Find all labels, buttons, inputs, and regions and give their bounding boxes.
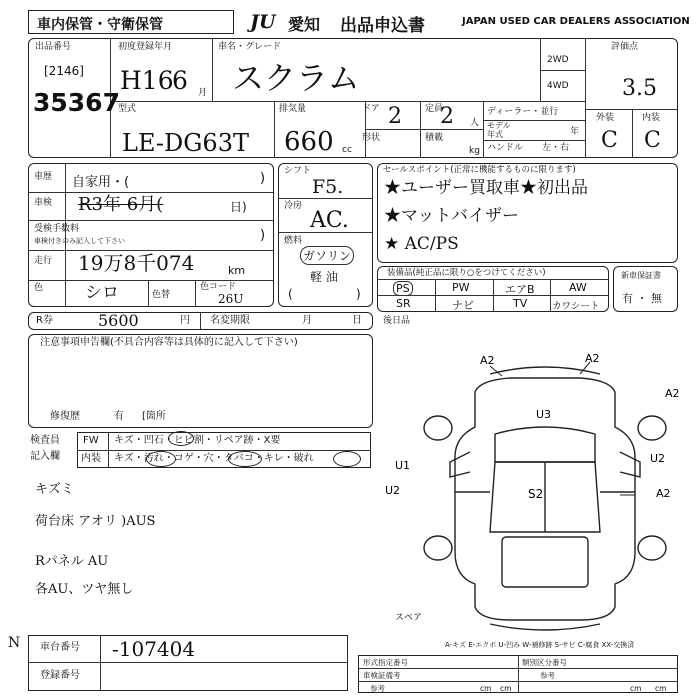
repair-value: 有 <box>114 411 124 422</box>
mileage-value: 19万8千074 <box>78 251 195 275</box>
diagram-legend: A-キズ E-エクボ U-凹み W-補修跡 S-サビ C-腐食 XX-交換済 <box>445 641 635 649</box>
notes-label: 注意事項申告欄(不具合内容等は具体的に記入して下さい) <box>40 337 298 348</box>
score-value: 3.5 <box>622 76 657 101</box>
mark-circle <box>168 431 194 446</box>
recycle-label: R券 <box>36 315 53 326</box>
seats-label: 定員 <box>425 104 444 114</box>
equip-label: 装備品(純正品に限り○をつけてください) <box>387 268 546 278</box>
mark-circle <box>333 451 361 467</box>
chassis-mark: N <box>8 635 21 651</box>
equip-leather: カワシート <box>552 301 600 312</box>
receipt-label: 受検手数料 <box>34 224 80 234</box>
drive-4wd: 4WD <box>547 81 569 91</box>
equip-navi: ナビ <box>452 299 474 312</box>
fuel-label: 燃料 <box>284 236 303 246</box>
repair-place: [箇所 <box>142 411 166 422</box>
lot-label: 出品番号 <box>35 42 72 52</box>
footer-class-no: 類別区分番号 <box>522 658 567 667</box>
storage-tag <box>28 10 234 34</box>
ins-row1-head: FW <box>83 435 99 446</box>
car-name: スクラム <box>232 59 360 97</box>
dmg-u3: U3 <box>536 408 552 421</box>
ext-label: 外装 <box>596 113 615 123</box>
doors-value: 2 <box>388 104 402 129</box>
handle-label: ハンドル <box>487 143 524 153</box>
storage-tag-text: 車内保管・守衛保管 <box>37 17 163 33</box>
model-year-label: モデル 年式 <box>487 121 511 139</box>
sales-line-2: ★マットバイザー <box>384 206 519 226</box>
dmg-s2: S2 <box>528 487 544 501</box>
footer-ref-1: 参考 <box>370 684 385 693</box>
ju-logo: JU <box>250 11 276 33</box>
int-grade: C <box>644 128 661 153</box>
equip-pw: PW <box>452 281 470 294</box>
seats-value: 2 <box>440 104 454 129</box>
dmg-a2-front-left: A2 <box>480 354 495 367</box>
int-label: 内装 <box>642 113 661 123</box>
footer-remarks: 車検証備考 <box>363 671 401 680</box>
guarantee-value: 有 ・ 無 <box>622 292 662 305</box>
color-change: 色替 <box>152 290 171 300</box>
receipt-sub: 車検付きのみ記入して下さい <box>34 237 125 245</box>
reg-label: 初度登録年月 <box>118 42 173 52</box>
footer-ref-2: 参考 <box>540 671 555 680</box>
org-name: 愛知 <box>288 15 321 34</box>
reg-year: H16 <box>120 66 174 95</box>
footer-cm-2: cm <box>500 684 512 693</box>
load-unit: kg <box>469 146 480 156</box>
chassis-label: 車台番号 <box>40 642 80 653</box>
shaken-label: 車検 <box>34 198 53 208</box>
load-label: 積載 <box>425 133 444 143</box>
shift-value: F5. <box>312 176 344 198</box>
car-damage-diagram <box>385 352 680 642</box>
dealer-parallel: ディーラー・並行 <box>487 107 559 117</box>
reg-month-unit: 月 <box>198 88 208 98</box>
year-unit: 年 <box>570 127 580 137</box>
mark-circle <box>228 451 262 467</box>
drive-2wd: 2WD <box>547 55 569 65</box>
ins-row2-head: 内装 <box>81 453 101 464</box>
recycle-value: 5600 <box>98 311 139 330</box>
spare-label: スペア <box>395 613 423 623</box>
equip-sr: SR <box>396 297 411 310</box>
dmg-a2-right-2: A2 <box>656 487 671 500</box>
ext-grade: C <box>601 128 618 153</box>
inspector-label-wrap <box>30 432 70 468</box>
repair-label: 修復歴 <box>50 411 80 422</box>
sales-line-3: ★ AC/PS <box>384 234 459 254</box>
equip-tv: TV <box>513 297 528 310</box>
sales-label: セールスポイント(正常に機能するものに限ります) <box>383 165 576 175</box>
color-code: 26U <box>218 292 244 306</box>
score-label: 評価点 <box>611 42 639 52</box>
dmg-a2-front-right: A2 <box>585 352 600 365</box>
doors-label: ドア <box>362 104 380 114</box>
namechange-label: 名変期限 <box>210 315 250 326</box>
ac-label: 冷房 <box>284 201 303 211</box>
lot-sub: [2146] <box>44 64 84 78</box>
shift-label: シフト <box>284 166 312 176</box>
lot-number: 35367 <box>33 88 120 117</box>
model-label: 型式 <box>118 104 137 114</box>
receipt-tail: ) <box>260 228 266 243</box>
remark-4: 各AU、ツヤ無し <box>35 582 134 597</box>
color-label: 色 <box>34 283 44 293</box>
regno-label: 登録番号 <box>40 670 80 681</box>
ins-row2: キズ・汚れ・コゲ・穴・タバコ・キレ・破れ <box>114 453 314 464</box>
mileage-unit: km <box>228 264 246 277</box>
equip-aw: AW <box>569 281 587 294</box>
namechange-month: 月 <box>302 315 312 326</box>
equip-ps: PS <box>393 281 413 296</box>
fuel-diesel: 軽 油 <box>310 270 338 284</box>
shaken-tail: 日) <box>230 200 247 214</box>
guarantee-label: 新車保証書 <box>621 271 661 280</box>
cc-value: 660 <box>284 127 334 157</box>
history-label: 車歴 <box>34 172 53 182</box>
sales-line-1: ★ユーザー買取車★初出品 <box>384 178 588 198</box>
reg-month: 6 <box>172 66 188 95</box>
cc-label: 排気量 <box>279 104 307 114</box>
seats-unit: 人 <box>470 118 480 128</box>
color-code-label: 色コード <box>200 282 237 292</box>
dmg-u2-left: U2 <box>385 484 401 497</box>
chassis-value: -107404 <box>112 637 196 661</box>
mileage-label: 走行 <box>34 256 53 266</box>
handle-options: 左・右 <box>542 143 570 153</box>
color-value: シロ <box>85 283 119 303</box>
cc-unit: cc <box>342 145 352 155</box>
remark-2: 荷台床 アオリ )AUS <box>35 514 156 529</box>
footer-type-no: 形式指定番号 <box>363 658 408 667</box>
assoc-name: JAPAN USED CAR DEALERS ASSOCIATION <box>462 16 690 27</box>
recycle-unit: 円 <box>180 315 190 326</box>
equip-airbag: エアB <box>505 283 535 296</box>
mark-circle <box>146 451 176 467</box>
fuel-gasoline: ガソリン <box>300 246 354 265</box>
remark-3: Rパネル AU <box>35 554 109 569</box>
ac-value: AC. <box>310 208 349 233</box>
remark-1: キズミ <box>35 482 74 497</box>
ins-row1: キズ・凹石・ヒビ割・リペア跡・X要 <box>114 435 281 446</box>
footer-cm-1: cm <box>480 684 492 693</box>
dmg-u1: U1 <box>395 459 411 472</box>
shaken-value: R3年 6月( <box>78 194 164 215</box>
dmg-a2-right: A2 <box>665 387 680 400</box>
after-label: 後日品 <box>383 316 411 326</box>
model-value: LE-DG63T <box>122 129 249 157</box>
footer-cm-3: cm <box>630 684 642 693</box>
namechange-day: 日 <box>352 315 362 326</box>
dmg-u2-right: U2 <box>650 452 666 465</box>
history-value: 自家用・( <box>72 175 130 190</box>
footer-cm-4: cm <box>655 684 667 693</box>
form-title: 出品申込書 <box>340 16 425 36</box>
inspector-label: 検査員 記入欄 <box>30 435 60 462</box>
shape-label: 形状 <box>362 133 381 143</box>
name-label: 車名・グレード <box>218 42 282 52</box>
